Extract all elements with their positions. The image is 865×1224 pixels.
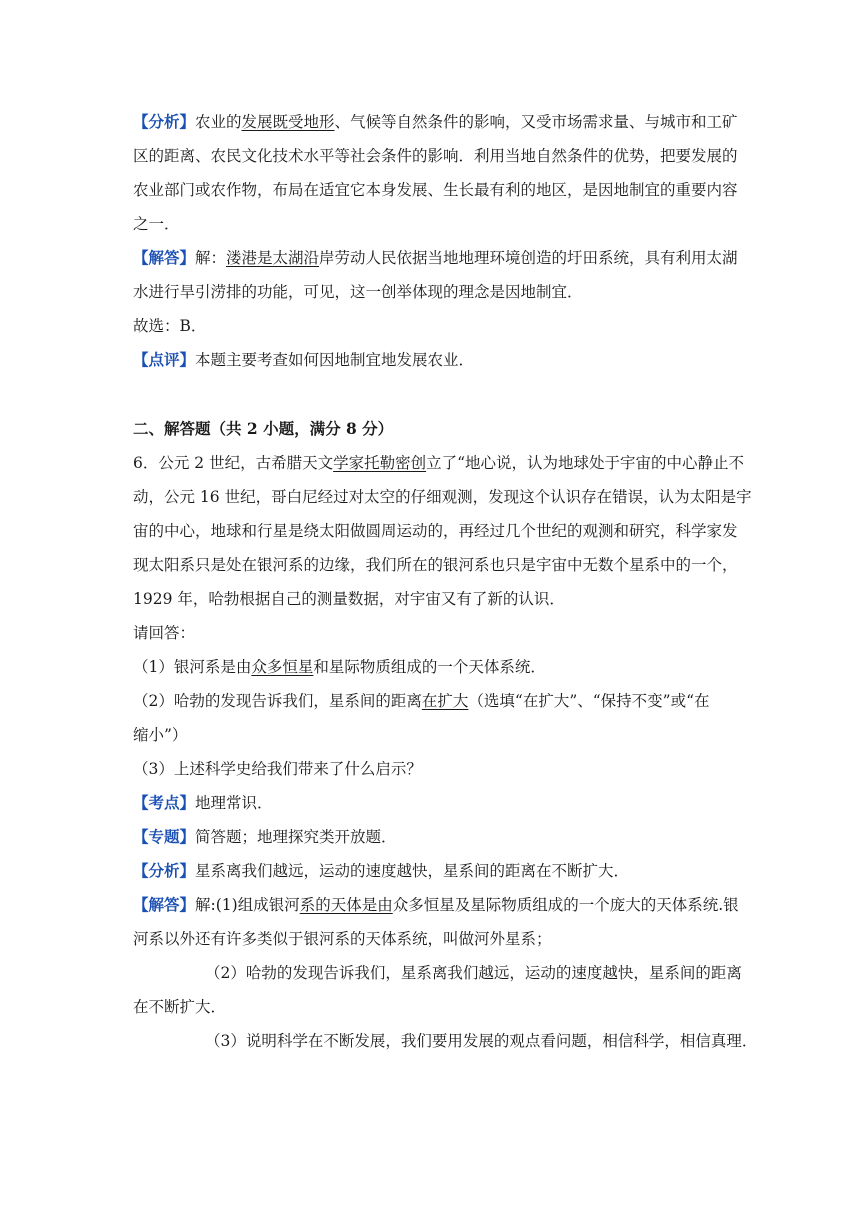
analysis2-tag: 【分析】 [133,861,196,880]
please-answer: 请回答： [133,624,196,642]
question-line-5: 1929 年，哈勃根据自己的测量数据，对宇宙又有了新的认识． [133,590,565,608]
answer2-tag: 【解答】 [133,895,196,914]
analysis-line-1: 【分析】农业的发展既受地形、气候等自然条件的影响，又受市场需求量、与城市和工矿 [133,112,738,131]
section-heading: 二、解答题（共 2 小题，满分 8 分） [133,419,394,438]
fill-answer-2: 在扩大 [421,692,469,710]
zhuanti-line: 【专题】简答题；地理探究类开放题． [133,827,397,846]
answer-tag: 【解答】 [133,248,196,267]
analysis-line-3: 农业部门或农作物，布局在适宜它本身发展、生长最有利的地区，是因地制宜的重要内容 [133,181,738,199]
answer-line-2: 水进行旱引涝排的功能，可见，这一创举体现的理念是因地制宜． [133,283,583,301]
fill-answer-1: 众多恒星 [251,658,314,676]
analysis-line-4: 之一． [133,215,180,233]
comment-tag: 【点评】 [133,350,196,369]
kaodian-tag: 【考点】 [133,793,196,812]
analysis-line-2: 区的距离、农民文化技术水平等社会条件的影响．利用当地自然条件的优势，把要发展的 [133,147,738,165]
sub-question-3: （3）上述科学史给我们带来了什么启示？ [133,760,422,778]
analysis2-line: 【分析】星系离我们越远，运动的速度越快，星系间的距离在不断扩大． [133,861,630,880]
analysis-tag: 【分析】 [133,112,196,131]
answer2-part3: （3）说明科学在不断发展，我们要用发展的观点看问题，相信科学，相信真理． [205,1032,758,1050]
answer-line-1: 【解答】解：溇港是太湖沿岸劳动人民依据当地地理环境创造的圩田系统，具有利用太湖 [133,248,738,267]
choice-line: 故选：B． [133,317,207,335]
answer2-line-2: 河系以外还有许多类似于银河系的天体系统，叫做河外星系； [133,930,552,948]
question-line-1: 6．公元 2 世纪，古希腊天文学家托勒密创立了“地心说，认为地球处于宇宙的中心静止不 [133,454,745,472]
kaodian-line: 【考点】地理常识． [133,793,273,812]
sub-question-2-cont: 缩小”） [133,726,188,744]
sub-question-1: （1）银河系是由众多恒星和星际物质组成的一个天体系统． [133,658,546,676]
sub-question-2: （2）哈勃的发现告诉我们，星系间的距离在扩大（选填“在扩大”、“保持不变”或“在 [133,692,710,710]
question-line-4: 现太阳系只是处在银河系的边缘，我们所在的银河系也只是宇宙中无数个星系中的一个， [133,556,738,574]
zhuanti-tag: 【专题】 [133,827,196,846]
question-line-2: 动，公元 16 世纪，哥白尼经过对太空的仔细观测，发现这个认识存在错误，认为太阳是宇 [133,488,752,506]
answer2-part2-line-1: （2）哈勃的发现告诉我们，星系离我们越远，运动的速度越快，星系间的距离 [205,964,742,982]
answer2-line-1: 【解答】解:(1)组成银河系的天体是由众多恒星及星际物质组成的一个庞大的天体系统.银 [133,895,739,914]
question-line-3: 宙的中心，地球和行星是绕太阳做圆周运动的，再经过几个世纪的观测和研究，科学家发 [133,522,738,540]
answer2-part2-line-2: 在不断扩大． [133,998,227,1016]
comment-line: 【点评】本题主要考查如何因地制宜地发展农业． [133,350,475,369]
